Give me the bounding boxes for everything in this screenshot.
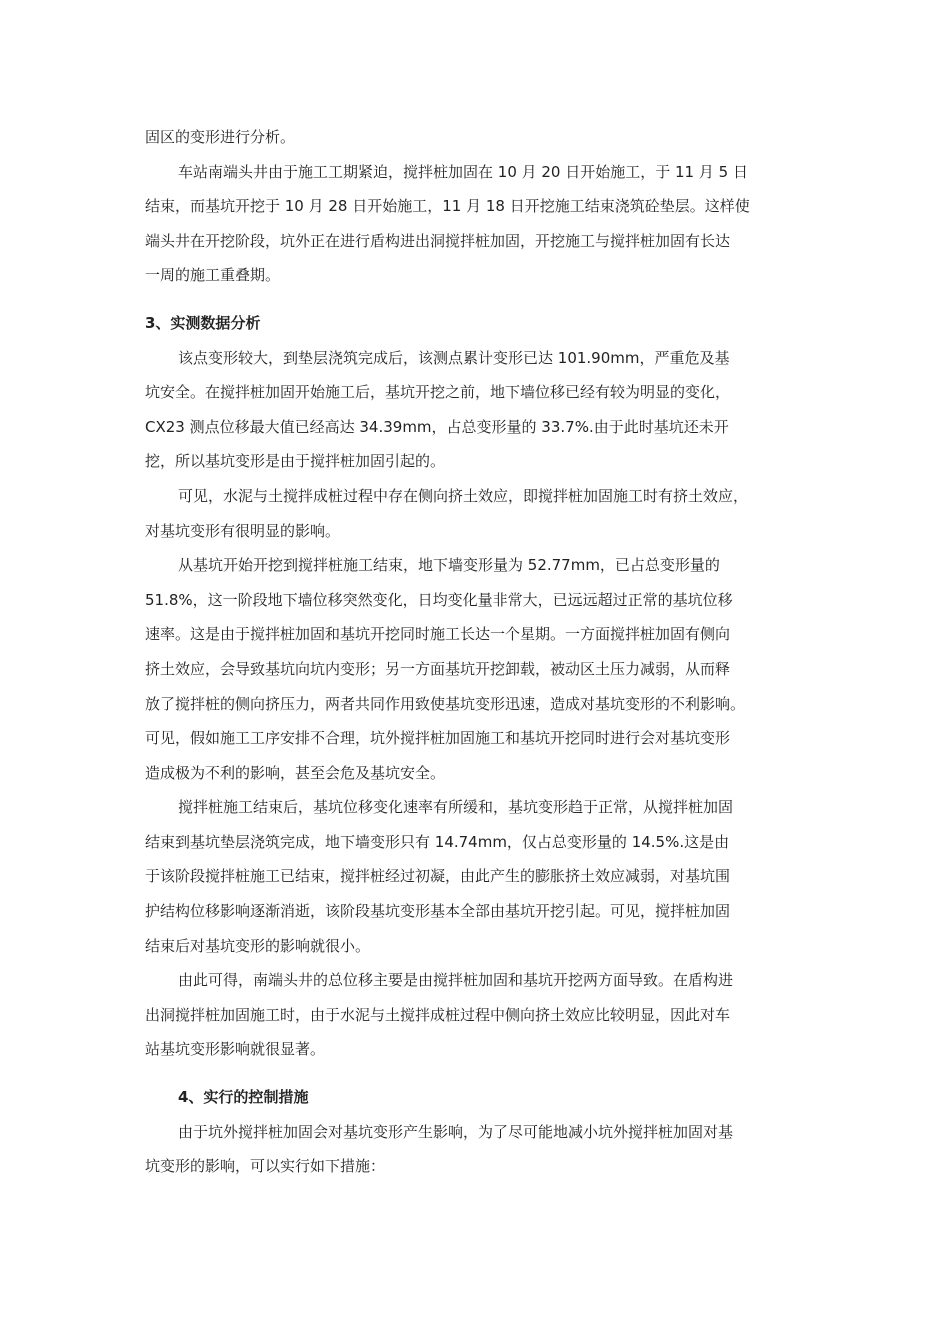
section-heading-3: 3、实测数据分析 xyxy=(145,313,261,332)
paragraph-line: 放了搅拌桩的侧向挤压力，两者共同作用致使基坑变形迅速，造成对基坑变形的不利影响。 xyxy=(145,694,746,713)
paragraph-line: 由于坑外搅拌桩加固会对基坑变形产生影响，为了尽可能地减小坑外搅拌桩加固对基 xyxy=(178,1122,734,1141)
paragraph-line: 坑安全。在搅拌桩加固开始施工后，基坑开挖之前，地下墙位移已经有较为明显的变化， xyxy=(145,383,731,402)
document-body xyxy=(145,120,815,1184)
paragraph-line: 站基坑变形影响就很显著。 xyxy=(145,1040,326,1059)
paragraph-line: 速率。这是由于搅拌桩加固和基坑开挖同时施工长达一个星期。一方面搅拌桩加固有侧向 xyxy=(145,625,731,644)
paragraph-line: 可见，水泥与土搅拌成桩过程中存在侧向挤土效应，即搅拌桩加固施工时有挤土效应， xyxy=(178,486,749,505)
paragraph-line: 51.8%，这一阶段地下墙位移突然变化，日均变化量非常大，已远远超过正常的基坑位移 xyxy=(145,590,733,609)
paragraph-line: 于该阶段搅拌桩施工已结束，搅拌桩经过初凝，由此产生的膨胀挤土效应减弱，对基坑围 xyxy=(145,867,731,886)
section-heading-4: 4、实行的控制措施 xyxy=(178,1088,309,1107)
paragraph-line: 挖，所以基坑变形是由于搅拌桩加固引起的。 xyxy=(145,452,446,471)
paragraph-line: 结束后对基坑变形的影响就很小。 xyxy=(145,936,371,955)
paragraph-line: 车站南端头井由于施工工期紧迫，搅拌桩加固在 10 月 20 日开始施工，于 11 月 5 日 xyxy=(178,162,748,181)
paragraph-line: 坑变形的影响，可以实行如下措施： xyxy=(145,1157,386,1176)
paragraph-line: 该点变形较大，到垫层浇筑完成后，该测点累计变形已达 101.90mm，严重危及基 xyxy=(178,348,730,367)
paragraph-line: 结束，而基坑开挖于 10 月 28 日开始施工，11 月 18 日开挖施工结束浇筑砼垫层。这样使 xyxy=(145,197,750,216)
paragraph-line: 端头井在开挖阶段，坑外正在进行盾构进出洞搅拌桩加固，开挖施工与搅拌桩加固有长达 xyxy=(145,231,731,250)
paragraph-line: 对基坑变形有很明显的影响。 xyxy=(145,521,341,540)
paragraph-line: 搅拌桩施工结束后，基坑位移变化速率有所缓和，基坑变形趋于正常，从搅拌桩加固 xyxy=(178,798,734,817)
paragraph-line: 可见，假如施工工序安排不合理，坑外搅拌桩加固施工和基坑开挖同时进行会对基坑变形 xyxy=(145,729,731,748)
paragraph-line: 固区的变形进行分析。 xyxy=(145,128,296,146)
paragraph-line: 结束到基坑垫层浇筑完成，地下墙变形只有 14.74mm，仅占总变形量的 14.5%.这是由 xyxy=(145,832,730,851)
paragraph-line: 挤土效应，会导致基坑向坑内变形；另一方面基坑开挖卸载，被动区土压力减弱，从而释 xyxy=(145,659,731,678)
paragraph-line: 护结构位移影响逐渐消逝，该阶段基坑变形基本全部由基坑开挖引起。可见，搅拌桩加固 xyxy=(145,902,731,921)
paragraph-line: 造成极为不利的影响，甚至会危及基坑安全。 xyxy=(145,763,446,782)
paragraph-line: 出洞搅拌桩加固施工时，由于水泥与土搅拌成桩过程中侧向挤土效应比较明显，因此对车 xyxy=(145,1005,731,1024)
paragraph-line: 由此可得，南端头井的总位移主要是由搅拌桩加固和基坑开挖两方面导致。在盾构进 xyxy=(178,971,734,990)
paragraph-line: 从基坑开始开挖到搅拌桩施工结束，地下墙变形量为 52.77mm，已占总变形量的 xyxy=(178,556,720,575)
paragraph-line: CX23 测点位移最大值已经高达 34.39mm，占总变形量的 33.7%.由于此时基坑还未开 xyxy=(145,417,729,436)
paragraph-line: 一周的施工重叠期。 xyxy=(145,266,281,285)
